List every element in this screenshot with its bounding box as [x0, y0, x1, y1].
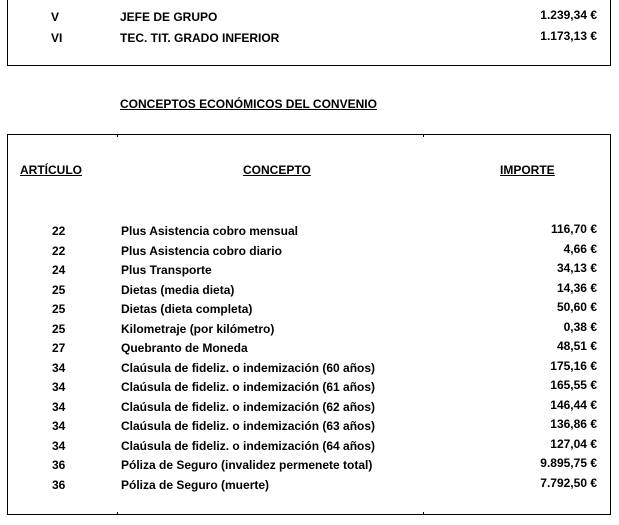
- row-importe: 7.792,50 €: [540, 476, 597, 490]
- row-importe: 50,60 €: [556, 300, 597, 314]
- row-articulo: 36: [52, 458, 66, 472]
- grade-name: JEFE DE GRUPO: [120, 10, 218, 24]
- header-articulo: ARTÍCULO: [20, 163, 82, 177]
- row-articulo: 34: [52, 400, 66, 414]
- row-articulo: 34: [52, 361, 66, 375]
- row-importe: 48,51 €: [556, 339, 597, 353]
- row-concepto: Dietas (dieta completa): [121, 302, 253, 316]
- column-divider-tick: [117, 512, 118, 515]
- row-concepto: Claúsula de fideliz. o indemización (62 años): [121, 400, 376, 414]
- grade-name: TEC. TIT. GRADO INFERIOR: [120, 31, 280, 45]
- row-concepto: Claúsula de fideliz. o indemización (60 años): [121, 361, 376, 375]
- row-concepto: Plus Asistencia cobro mensual: [121, 224, 298, 238]
- grade-level: VI: [51, 31, 63, 45]
- row-importe: 14,36 €: [556, 281, 597, 295]
- row-articulo: 34: [52, 380, 66, 394]
- row-concepto: Claúsula de fideliz. o indemización (63 años): [121, 419, 376, 433]
- section-title: CONCEPTOS ECONÓMICOS DEL CONVENIO: [120, 97, 377, 111]
- row-concepto: Póliza de Seguro (muerte): [121, 478, 270, 492]
- row-importe: 4,66 €: [563, 242, 597, 256]
- row-concepto: Quebranto de Moneda: [121, 341, 248, 355]
- row-articulo: 22: [52, 244, 66, 258]
- row-articulo: 25: [52, 283, 66, 297]
- row-concepto: Dietas (media dieta): [121, 283, 235, 297]
- row-importe: 9.895,75 €: [540, 456, 597, 470]
- column-divider-tick: [423, 134, 424, 137]
- row-importe: 175,16 €: [550, 359, 597, 373]
- grade-level: V: [51, 10, 60, 24]
- row-concepto: Kilometraje (por kilómetro): [121, 322, 275, 336]
- column-divider-tick: [423, 512, 424, 515]
- column-divider-tick: [117, 134, 118, 137]
- row-importe: 0,38 €: [563, 320, 597, 334]
- grade-amount: 1.239,34 €: [540, 8, 597, 22]
- row-concepto: Póliza de Seguro (invalidez permenete total): [121, 458, 373, 472]
- header-concepto: CONCEPTO: [243, 163, 311, 177]
- row-concepto: Plus Transporte: [121, 263, 212, 277]
- row-articulo: 25: [52, 322, 66, 336]
- row-articulo: 22: [52, 224, 66, 238]
- row-articulo: 34: [52, 419, 66, 433]
- row-articulo: 24: [52, 263, 66, 277]
- row-articulo: 25: [52, 302, 66, 316]
- row-importe: 116,70 €: [550, 222, 597, 236]
- header-importe: IMPORTE: [500, 163, 555, 177]
- row-importe: 146,44 €: [550, 398, 597, 412]
- row-concepto: Plus Asistencia cobro diario: [121, 244, 282, 258]
- row-importe: 34,13 €: [556, 261, 597, 275]
- row-articulo: 34: [52, 439, 66, 453]
- row-concepto: Claúsula de fideliz. o indemización (61 años): [121, 380, 376, 394]
- row-importe: 127,04 €: [550, 437, 597, 451]
- row-importe: 136,86 €: [550, 417, 597, 431]
- row-concepto: Claúsula de fideliz. o indemización (64 años): [121, 439, 376, 453]
- row-articulo: 27: [52, 341, 66, 355]
- row-importe: 165,55 €: [550, 378, 597, 392]
- grade-amount: 1.173,13 €: [540, 29, 597, 43]
- row-articulo: 36: [52, 478, 66, 492]
